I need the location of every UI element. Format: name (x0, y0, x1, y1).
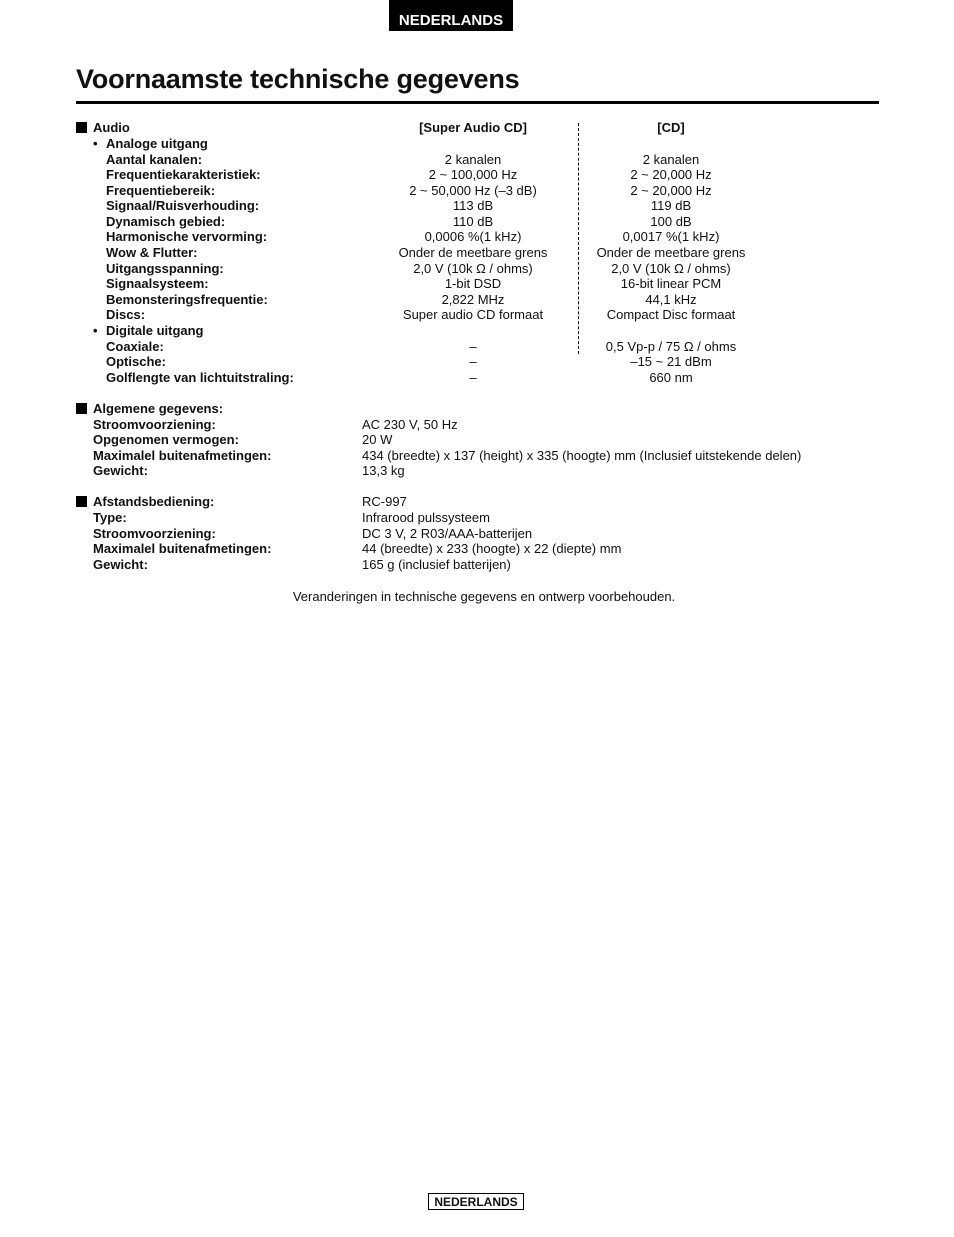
audio-heading: Audio (93, 120, 130, 135)
spec-row (0, 339, 954, 355)
spec-value: DC 3 V, 2 R03/AAA-batterijen (362, 526, 533, 541)
spec-label: Discs: (106, 307, 146, 322)
spec-value-sacd: 110 dB (452, 214, 494, 229)
spec-value: AC 230 V, 50 Hz (362, 417, 458, 432)
general-heading-row (0, 401, 954, 417)
remote-heading-row (0, 494, 954, 510)
section-square-icon (76, 122, 87, 133)
spec-row (0, 354, 954, 370)
spec-label: Stroomvoorziening: (93, 417, 216, 432)
spec-label: Golflengte van lichtuitstraling: (106, 370, 294, 385)
spec-value-sacd: 2 ~ 100,000 Hz (428, 167, 518, 182)
spec-label: Coaxiale: (106, 339, 164, 354)
spec-label: Bemonsteringsfrequentie: (106, 292, 268, 307)
spec-value-cd: 0,0017 %(1 kHz) (622, 229, 720, 244)
spec-value-sacd: 2 kanalen (444, 152, 502, 167)
spec-value: 434 (breedte) x 137 (height) x 335 (hoogte) mm (Inclusief uitstekende delen) (362, 448, 802, 463)
section-square-icon (76, 496, 87, 507)
spec-label: Maximalel buitenafmetingen: (93, 541, 272, 556)
spec-value-sacd: 0,0006 %(1 kHz) (424, 229, 522, 244)
language-tab: NEDERLANDS (389, 0, 513, 31)
spec-label: Harmonische vervorming: (106, 229, 268, 244)
spec-value-sacd: – (469, 339, 477, 354)
digital-heading: Digitale uitgang (106, 323, 204, 338)
spec-row (0, 292, 954, 308)
spec-value-cd: Compact Disc formaat (606, 307, 736, 322)
spec-label: Opgenomen vermogen: (93, 432, 239, 447)
spec-value: Infrarood pulssysteem (362, 510, 490, 525)
spec-value-cd: 16-bit linear PCM (620, 276, 722, 291)
spec-label: Dynamisch gebied: (106, 214, 226, 229)
spec-value-cd: 119 dB (650, 198, 692, 213)
spec-row (0, 526, 954, 542)
bullet-icon: • (93, 323, 98, 338)
spec-row (0, 432, 954, 448)
spec-label: Type: (93, 510, 127, 525)
spec-value-sacd: 2 ~ 50,000 Hz (–3 dB) (409, 183, 537, 198)
remote-heading: Afstandsbediening: (93, 494, 215, 509)
spec-value: 165 g (inclusief batterijen) (362, 557, 511, 572)
spec-value-cd: 100 dB (650, 214, 692, 229)
general-heading: Algemene gegevens: (93, 401, 224, 416)
spec-row (0, 541, 954, 557)
spec-value-cd: 2 ~ 20,000 Hz (630, 183, 712, 198)
spec-label: Signaal/Ruisverhouding: (106, 198, 260, 213)
spec-row (0, 183, 954, 199)
spec-value-cd: –15 ~ 21 dBm (630, 354, 712, 369)
spec-value: 44 (breedte) x 233 (hoogte) x 22 (diepte) mm (362, 541, 622, 556)
spec-row (0, 557, 954, 573)
footer-language-badge: NEDERLANDS (428, 1193, 524, 1210)
audio-heading-row (0, 120, 954, 136)
spec-value-sacd: – (469, 354, 477, 369)
spec-row (0, 510, 954, 526)
analog-heading-row (0, 136, 954, 152)
spec-value-sacd: – (469, 370, 477, 385)
spec-row (0, 463, 954, 479)
section-square-icon (76, 403, 87, 414)
spec-value-sacd: 113 dB (452, 198, 494, 213)
bullet-icon: • (93, 136, 98, 151)
spec-row (0, 167, 954, 183)
spec-label: Stroomvoorziening: (93, 526, 216, 541)
spec-value-sacd: Super audio CD formaat (402, 307, 544, 322)
spec-label: Gewicht: (93, 463, 148, 478)
page-title: Voornaamste technische gegevens (76, 64, 520, 94)
spec-value-cd: 0,5 Vp-p / 75 Ω / ohms (605, 339, 737, 354)
spec-label: Frequentiekarakteristiek: (106, 167, 261, 182)
title-divider (76, 101, 879, 104)
column-divider (578, 123, 579, 354)
footnote: Veranderingen in technische gegevens en ontwerp voorbehouden. (292, 589, 676, 604)
column-header-sacd: [Super Audio CD] (419, 120, 527, 135)
spec-value-cd: 44,1 kHz (645, 292, 697, 307)
spec-label: Uitgangsspanning: (106, 261, 224, 276)
spec-value-sacd: 2,0 V (10k Ω / ohms) (413, 261, 533, 276)
spec-value-sacd: Onder de meetbare grens (398, 245, 548, 260)
column-header-cd: [CD] (657, 120, 685, 135)
spec-value-cd: 2,0 V (10k Ω / ohms) (611, 261, 731, 276)
spec-row (0, 307, 954, 323)
spec-value-sacd: 2,822 MHz (441, 292, 505, 307)
spec-value-cd: 2 ~ 20,000 Hz (630, 167, 712, 182)
spec-label: Signaalsysteem: (106, 276, 209, 291)
spec-row (0, 370, 954, 386)
spec-label: Optische: (106, 354, 166, 369)
spec-row (0, 198, 954, 214)
spec-label: Maximalel buitenafmetingen: (93, 448, 272, 463)
spec-value-cd: Onder de meetbare grens (596, 245, 746, 260)
spec-row (0, 417, 954, 433)
analog-heading: Analoge uitgang (106, 136, 208, 151)
spec-row (0, 261, 954, 277)
spec-row (0, 214, 954, 230)
spec-value-cd: 660 nm (649, 370, 693, 385)
digital-heading-row (0, 323, 954, 339)
remote-model: RC-997 (362, 494, 407, 509)
spec-row (0, 276, 954, 292)
spec-row (0, 245, 954, 261)
spec-row (0, 152, 954, 168)
spec-value-sacd: 1-bit DSD (444, 276, 502, 291)
spec-label: Gewicht: (93, 557, 148, 572)
spec-row (0, 229, 954, 245)
spec-value: 13,3 kg (362, 463, 405, 478)
spec-label: Frequentiebereik: (106, 183, 216, 198)
spec-label: Aantal kanalen: (106, 152, 203, 167)
spec-value-cd: 2 kanalen (642, 152, 700, 167)
spec-label: Wow & Flutter: (106, 245, 198, 260)
spec-row (0, 448, 954, 464)
spec-value: 20 W (362, 432, 393, 447)
